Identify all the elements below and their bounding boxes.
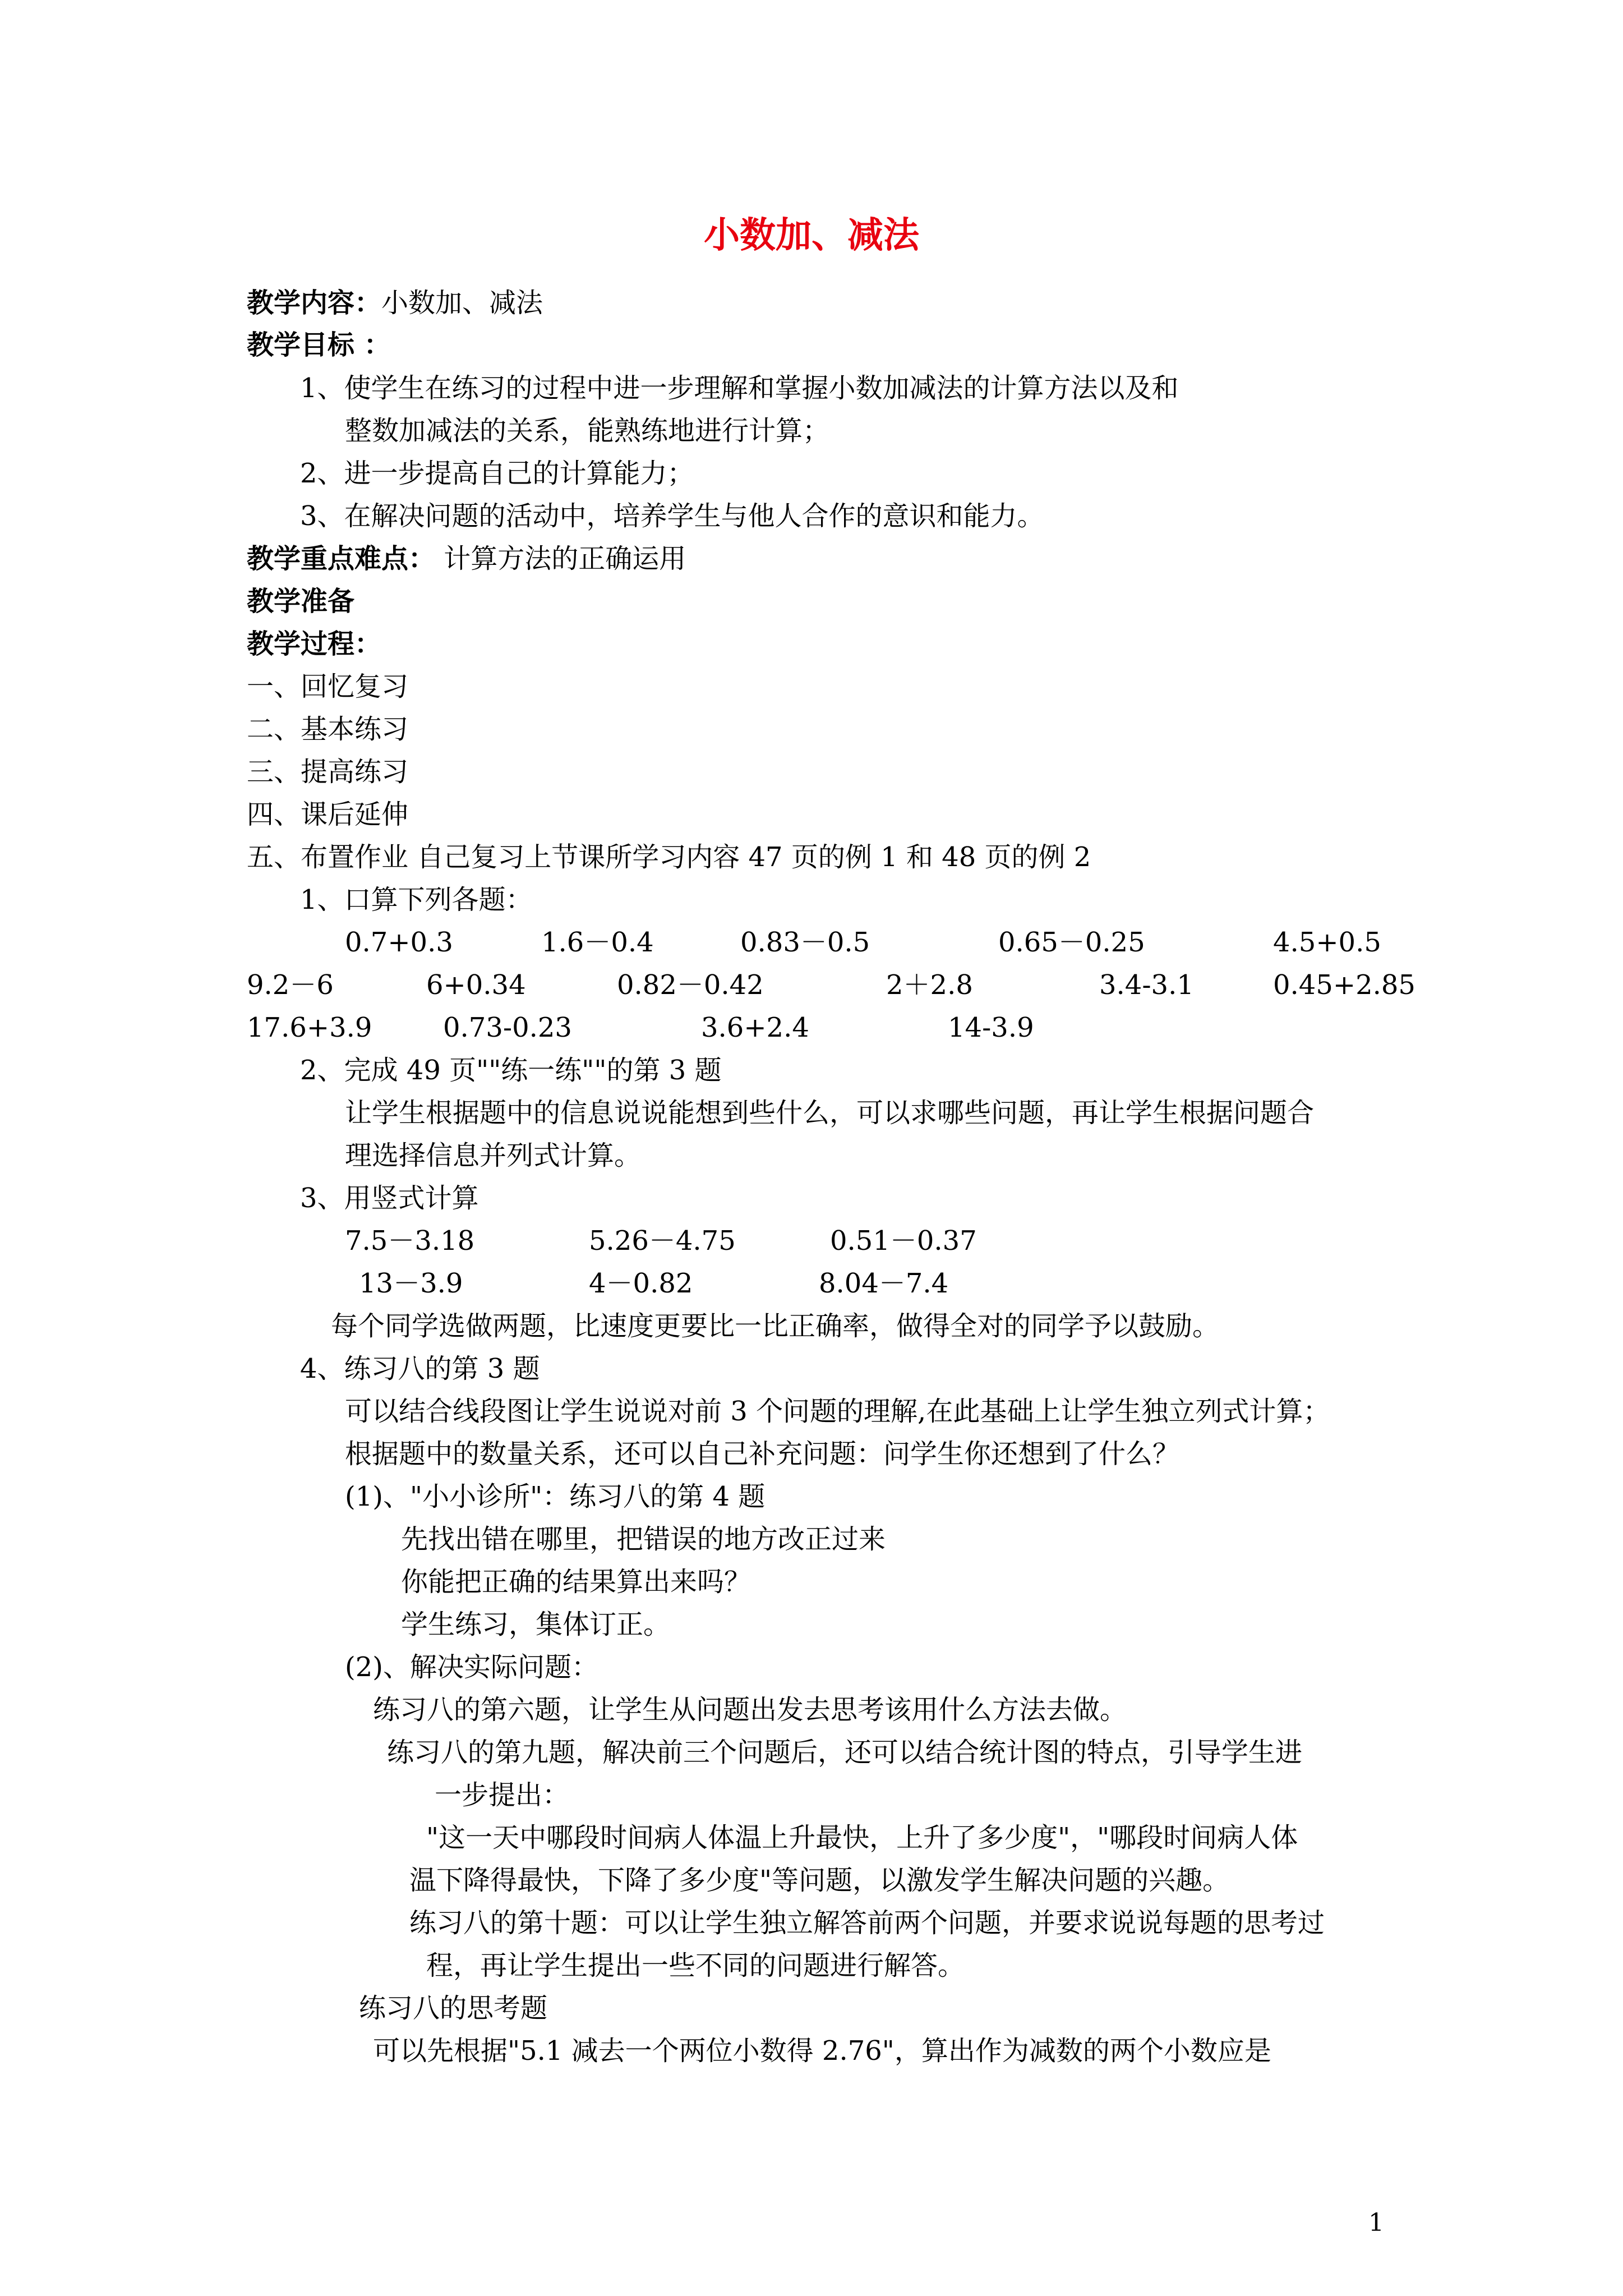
- task4-line-1: 可以结合线段图让学生说说对前 3 个问题的理解,在此基础上让学生独立列式计算；: [345, 1396, 1330, 1427]
- sub2-line-4: "这一天中哪段时间病人体温上升最快，上升了多少度"，"哪段时间病人体: [426, 1822, 1298, 1853]
- task2-heading: 2、完成 49 页""练一练""的第 3 题: [300, 1055, 722, 1086]
- expr: 0.82－0.42: [617, 969, 764, 1001]
- step-4: 四、课后延伸: [247, 799, 409, 830]
- expr: 9.2－6: [247, 969, 334, 1001]
- expr: 8.04－7.4: [819, 1268, 949, 1299]
- sub2-heading: (2)、解决实际问题：: [345, 1651, 598, 1683]
- expr: 5.26－4.75: [589, 1225, 736, 1257]
- task1-heading: 1、口算下列各题：: [300, 884, 533, 915]
- task3-heading: 3、用竖式计算: [300, 1182, 479, 1214]
- sub2-line-1: 练习八的第六题，让学生从问题出发去思考该用什么方法去做。: [373, 1694, 1127, 1726]
- goal-label: 教学目标 ：: [247, 329, 391, 361]
- task2-line-1: 让学生根据题中的信息说说能想到些什么，可以求哪些问题，再让学生根据问题合: [345, 1097, 1315, 1129]
- content-line: [247, 285, 543, 321]
- goal-2: 2、进一步提高自己的计算能力；: [300, 458, 694, 489]
- step-2: 二、基本练习: [247, 714, 409, 745]
- expr: 0.73-0.23: [443, 1012, 572, 1043]
- expr: 1.6－0.4: [541, 927, 654, 958]
- sub2-line-5: 温下降得最快，下降了多少度"等问题，以激发学生解决问题的兴趣。: [409, 1865, 1230, 1896]
- expr: 0.65－0.25: [998, 927, 1145, 958]
- sub2-line-7: 程，再让学生提出一些不同的问题进行解答。: [426, 1950, 965, 1981]
- expr: 0.7+0.3: [345, 927, 453, 958]
- sub1-line-1: 先找出错在哪里，把错误的地方改正过来: [401, 1524, 886, 1555]
- sub1-line-3: 学生练习，集体订正。: [401, 1609, 671, 1640]
- keypoint-line: [247, 541, 686, 577]
- task4-heading: 4、练习八的第 3 题: [300, 1353, 540, 1384]
- expr: 0.51－0.37: [830, 1225, 977, 1257]
- prep-label: 教学准备: [247, 586, 355, 617]
- task4-line-2: 根据题中的数量关系，还可以自己补充问题：问学生你还想到了什么？: [345, 1438, 1180, 1470]
- expr: 0.83－0.5: [740, 927, 870, 958]
- step-3: 三、提高练习: [247, 756, 409, 788]
- sub1-heading: (1)、"小小诊所"：练习八的第 4 题: [345, 1481, 766, 1512]
- expr: 4－0.82: [589, 1268, 693, 1299]
- goal-1: 1、使学生在练习的过程中进一步理解和掌握小数加减法的计算方法以及和: [300, 372, 1179, 404]
- think-heading: 练习八的思考题: [359, 1993, 548, 2024]
- step-5: 五、布置作业 自己复习上节课所学习内容 47 页的例 1 和 48 页的例 2: [247, 841, 1091, 873]
- sub1-line-2: 你能把正确的结果算出来吗？: [401, 1566, 751, 1598]
- sub2-line-6: 练习八的第十题：可以让学生独立解答前两个问题，并要求说说每题的思考过: [409, 1907, 1325, 1939]
- expr: 7.5－3.18: [345, 1225, 475, 1257]
- expr: 17.6+3.9: [247, 1012, 372, 1043]
- expr: 4.5+0.5: [1273, 927, 1381, 958]
- goal-1-cont: 整数加减法的关系，能熟练地进行计算；: [345, 415, 830, 447]
- task3-note: 每个同学选做两题，比速度更要比一比正确率，做得全对的同学予以鼓励。: [331, 1310, 1220, 1342]
- goal-3: 3、在解决问题的活动中，培养学生与他人合作的意识和能力。: [300, 500, 1044, 532]
- process-label: 教学过程：: [247, 628, 382, 660]
- expr: 6+0.34: [426, 969, 526, 1001]
- document-title: 小数加、减法: [704, 214, 919, 256]
- think-line: 可以先根据"5.1 减去一个两位小数得 2.76"，算出作为减数的两个小数应是: [373, 2035, 1271, 2067]
- sub2-line-3: 一步提出：: [435, 1779, 570, 1811]
- expr: 13－3.9: [359, 1268, 463, 1299]
- expr: 3.6+2.4: [701, 1012, 809, 1043]
- sub2-line-2: 练习八的第九题，解决前三个问题后，还可以结合统计图的特点，引导学生进: [387, 1737, 1303, 1768]
- step-1: 一、回忆复习: [247, 671, 409, 702]
- expr: 0.45+2.85: [1273, 969, 1415, 1001]
- content-label: 教学内容：: [247, 287, 382, 319]
- keypoint-label: 教学重点难点：: [247, 543, 436, 574]
- expr: 14-3.9: [948, 1012, 1034, 1043]
- expr: 2＋2.8: [886, 969, 973, 1001]
- page-number: 1: [1368, 2208, 1384, 2237]
- task2-line-2: 理选择信息并列式计算。: [345, 1140, 642, 1171]
- keypoint-value: 计算方法的正确运用: [435, 543, 686, 574]
- expr: 3.4-3.1: [1099, 969, 1194, 1001]
- content-value: 小数加、减法: [381, 287, 543, 319]
